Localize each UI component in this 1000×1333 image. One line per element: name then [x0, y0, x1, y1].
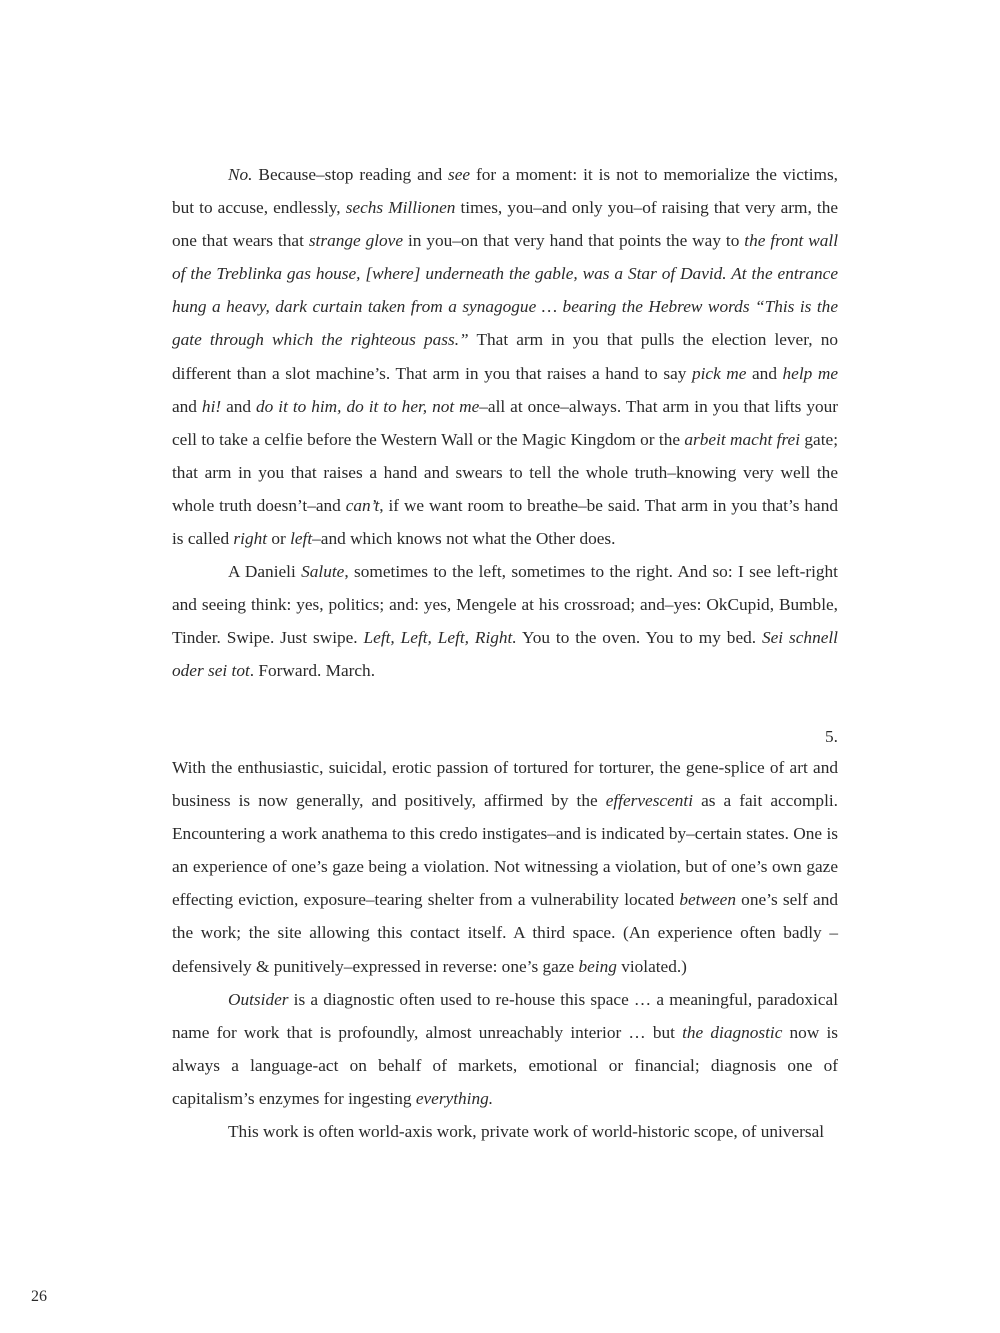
- italic-run: pick me: [691, 363, 747, 383]
- paragraph-no-because: [172, 158, 838, 555]
- text-run: now is always a language-act on behalf of markets, emotional or financial; diagnosis one of capitalism’s enzymes for ingesting: [172, 1022, 838, 1108]
- text-run: as a fait accompli. Encountering a work anathema to this credo instigates–and is indicated by–certain states. One is an experience of one’s gaze being a violation. Not witnessing a violation, but of one’s own gaze effecting eviction, exposure–tearing shelter from a vulnerability located: [172, 791, 838, 910]
- italic-run: strange glove: [308, 231, 404, 251]
- text-run: and: [221, 396, 257, 416]
- text-run: in you–on that very hand that points the way to: [403, 231, 745, 251]
- text-run: –and which knows not what the Other does.: [312, 529, 616, 549]
- text-run: That arm in you that pulls the election lever, no different than a slot machine’s. That arm in you that raises a hand to say: [172, 330, 838, 383]
- text-run: –all at once–always. That arm in you that lifts your cell to take a celfie before the Western Wall or the Magic Kingdom or the: [172, 396, 838, 449]
- text-run: and: [746, 363, 783, 383]
- italic-run: Left, Left, Left, Right.: [363, 628, 517, 648]
- text-run: one’s self and the work; the site allowing this contact itself. A third space. (An experience often badly – defensively & punitively–expressed in reverse: one’s gaze: [172, 890, 838, 976]
- body-text-lower: [172, 751, 838, 1148]
- text-run: A Danieli: [228, 562, 302, 582]
- page-number: 26: [31, 1288, 47, 1305]
- italic-run: do it to him, do it to her, not me: [256, 396, 480, 416]
- italic-run: Outsider: [228, 989, 289, 1009]
- italic-run: everything.: [415, 1088, 494, 1108]
- text-run: violated.): [616, 956, 687, 976]
- text-run: Because–stop reading and: [252, 165, 449, 184]
- italic-run: effervescenti: [605, 791, 694, 811]
- text-run: , sometimes to the left, sometimes to the right. And so: I see left-right and seeing think: yes, politics; and: yes, Mengele at his crossroad; and–yes: OkCupid, Bumble, Tinder. Swipe. Just swipe.: [172, 562, 838, 648]
- italic-run: can’t: [345, 495, 380, 515]
- section-number: 5.: [825, 727, 838, 746]
- text-run: is a diagnostic often used to re-house this space … a meaningful, paradoxical name for work that is profoundly, almost unreachably interior … but: [172, 989, 838, 1042]
- text-run: for a moment: it is not to memorialize the victims, but to accuse, endlessly,: [172, 165, 838, 218]
- text-run: times, you–and only you–of raising that very arm, the one that wears that: [172, 198, 839, 251]
- text-run: . Forward. March.: [249, 661, 376, 681]
- italic-run: sechs Millionen: [345, 198, 456, 218]
- italic-run: left: [290, 529, 313, 549]
- italic-run: Salute: [301, 562, 345, 582]
- text-run: This work is often world-axis work, private work of world-historic scope, of universal: [228, 1122, 825, 1142]
- paragraph-world-axis: [172, 1115, 838, 1148]
- italic-run: the front wall of the Treblinka gas house, [where] underneath the gable, was a Star of David. At the entrance hung a heavy, dark curtain taken from a synagogue … bearing the Hebrew words “This is the gate through which the righteous pass.”: [172, 231, 838, 350]
- italic-run: right: [233, 529, 268, 549]
- paragraph-danieli-salute: [172, 555, 838, 687]
- italic-run: help me: [782, 363, 838, 383]
- paragraph-outsider: [172, 983, 838, 1115]
- text-run: gate; that arm in you that raises a hand and swears to tell the whole truth–knowing very well the whole truth doesn’t–and: [172, 429, 838, 515]
- body-text-upper: [172, 158, 838, 688]
- text-run: or: [267, 529, 291, 549]
- italic-run: see: [448, 165, 471, 184]
- italic-run: between: [679, 890, 736, 910]
- italic-run: No.: [228, 165, 253, 184]
- text-run: You to the oven. You to my bed.: [516, 628, 762, 648]
- italic-run: hi!: [201, 396, 222, 416]
- italic-run: the diagnostic: [682, 1022, 783, 1042]
- text-run: With the enthusiastic, suicidal, erotic passion of tortured for torturer, the gene-splice of art and business is now generally, and positively, affirmed by the: [172, 758, 838, 811]
- italic-run: arbeit macht frei: [684, 429, 801, 449]
- paragraph-enthusiastic: [172, 751, 838, 983]
- italic-run: being: [578, 956, 617, 976]
- text-run: , if we want room to breathe–be said. That arm in you that’s hand is called: [172, 495, 838, 549]
- italic-run: Sei schnell oder sei tot: [172, 628, 838, 681]
- text-run: and: [172, 396, 202, 416]
